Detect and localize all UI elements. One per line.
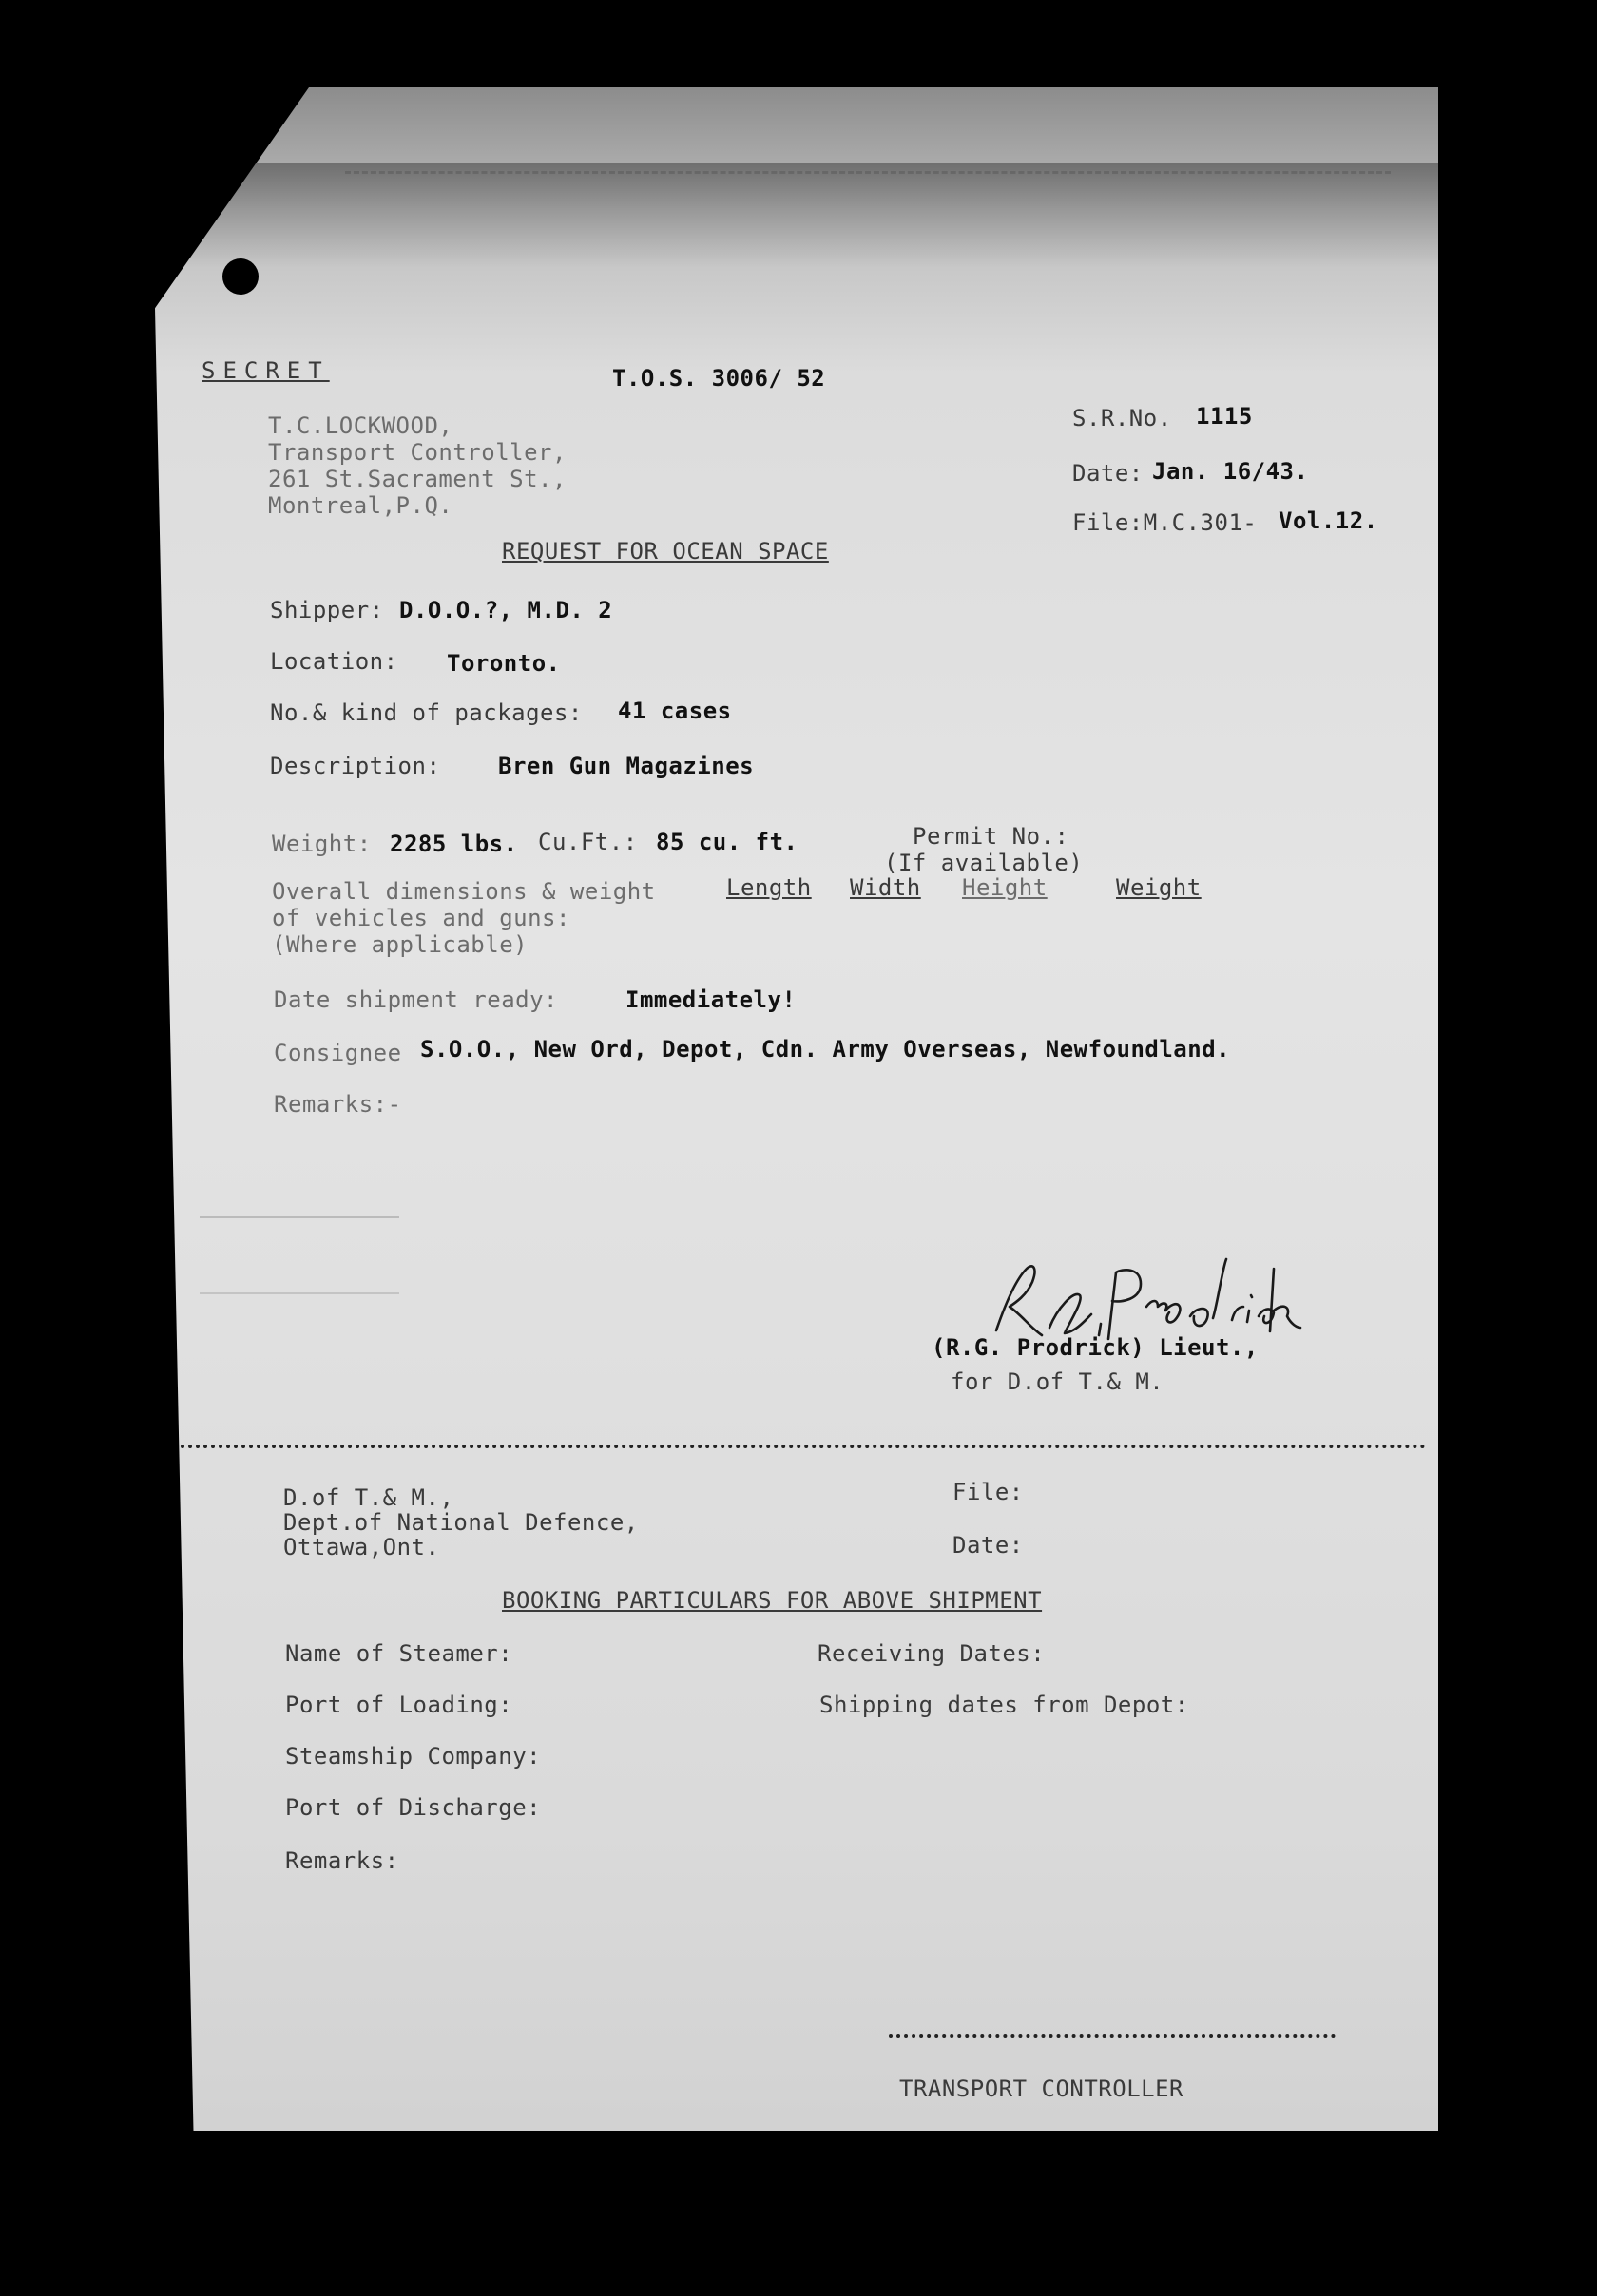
file-label: File:M.C.301-	[1072, 509, 1258, 536]
description-label: Description:	[270, 753, 441, 779]
request-title: REQUEST FOR OCEAN SPACE	[502, 538, 829, 564]
classification-stamp: SECRET	[202, 357, 330, 384]
location-value: Toronto.	[447, 650, 561, 677]
shipper-label: Shipper:	[270, 597, 384, 623]
dimensions-label-1: Overall dimensions & weight	[272, 878, 656, 905]
steamship-company-label: Steamship Company:	[285, 1743, 542, 1770]
receiving-dates-label: Receiving Dates:	[818, 1640, 1046, 1667]
booking-date-label: Date:	[952, 1532, 1024, 1559]
sender-name: T.C.LOCKWOOD,	[268, 412, 453, 439]
sender-title: Transport Controller,	[268, 439, 567, 466]
booking-remarks-label: Remarks:	[285, 1847, 399, 1874]
signatory-for: for D.of T.& M.	[951, 1368, 1164, 1395]
shipper-value: D.O.O.?, M.D. 2	[399, 597, 613, 623]
ready-label: Date shipment ready:	[274, 986, 558, 1013]
column-height: Height	[962, 874, 1048, 901]
column-width: Width	[850, 874, 921, 901]
punch-hole	[222, 258, 259, 295]
ready-value: Immediately!	[625, 986, 797, 1013]
packages-label: No.& kind of packages:	[270, 699, 583, 726]
packages-value: 41 cases	[618, 698, 732, 724]
column-length: Length	[726, 874, 812, 901]
shipping-dates-label: Shipping dates from Depot:	[819, 1692, 1189, 1718]
file-volume: Vol.12.	[1279, 507, 1378, 534]
transport-controller-footer: TRANSPORT CONTROLLER	[899, 2076, 1183, 2102]
booking-address-2: Dept.of National Defence,	[283, 1509, 639, 1536]
description-value: Bren Gun Magazines	[498, 753, 755, 779]
tear-off-separator	[181, 1445, 1426, 1448]
remarks-label: Remarks:-	[274, 1091, 402, 1118]
booking-file-label: File:	[952, 1479, 1024, 1505]
sr-no-value: 1115	[1196, 403, 1253, 430]
booking-address-1: D.of T.& M.,	[283, 1484, 454, 1511]
location-label: Location:	[270, 648, 398, 675]
sender-city: Montreal,P.Q.	[268, 492, 453, 519]
weight-label: Weight:	[272, 831, 372, 857]
loading-port-label: Port of Loading:	[285, 1692, 513, 1718]
column-weight: Weight	[1116, 874, 1202, 901]
reference-number: T.O.S. 3006/ 52	[612, 365, 826, 392]
cuft-label: Cu.Ft.:	[538, 829, 638, 855]
steamer-label: Name of Steamer:	[285, 1640, 513, 1667]
consignee-label: Consignee	[274, 1040, 402, 1066]
faint-mark	[200, 1292, 399, 1294]
bleed-through-line	[345, 171, 1391, 174]
faint-mark	[200, 1216, 399, 1218]
cuft-value: 85 cu. ft.	[656, 829, 798, 855]
permit-note: (If available)	[884, 850, 1084, 876]
fold-shadow	[155, 163, 1438, 268]
sr-no-label: S.R.No.	[1072, 405, 1172, 431]
consignee-value: S.O.O., New Ord, Depot, Cdn. Army Overseas, Newfoundland.	[420, 1036, 1231, 1062]
controller-signature-line	[889, 2034, 1336, 2038]
weight-value: 2285 lbs.	[390, 831, 518, 857]
dimensions-label-2: of vehicles and guns:	[272, 905, 570, 931]
date-label: Date:	[1072, 460, 1144, 487]
signatory-name: (R.G. Prodrick) Lieut.,	[932, 1334, 1259, 1361]
booking-title: BOOKING PARTICULARS FOR ABOVE SHIPMENT	[502, 1587, 1043, 1614]
permit-label: Permit No.:	[913, 823, 1069, 850]
date-value: Jan. 16/43.	[1152, 458, 1309, 485]
dimensions-label-3: (Where applicable)	[272, 931, 529, 958]
discharge-port-label: Port of Discharge:	[285, 1794, 542, 1821]
booking-address-3: Ottawa,Ont.	[283, 1534, 440, 1560]
sender-street: 261 St.Sacrament St.,	[268, 466, 567, 492]
